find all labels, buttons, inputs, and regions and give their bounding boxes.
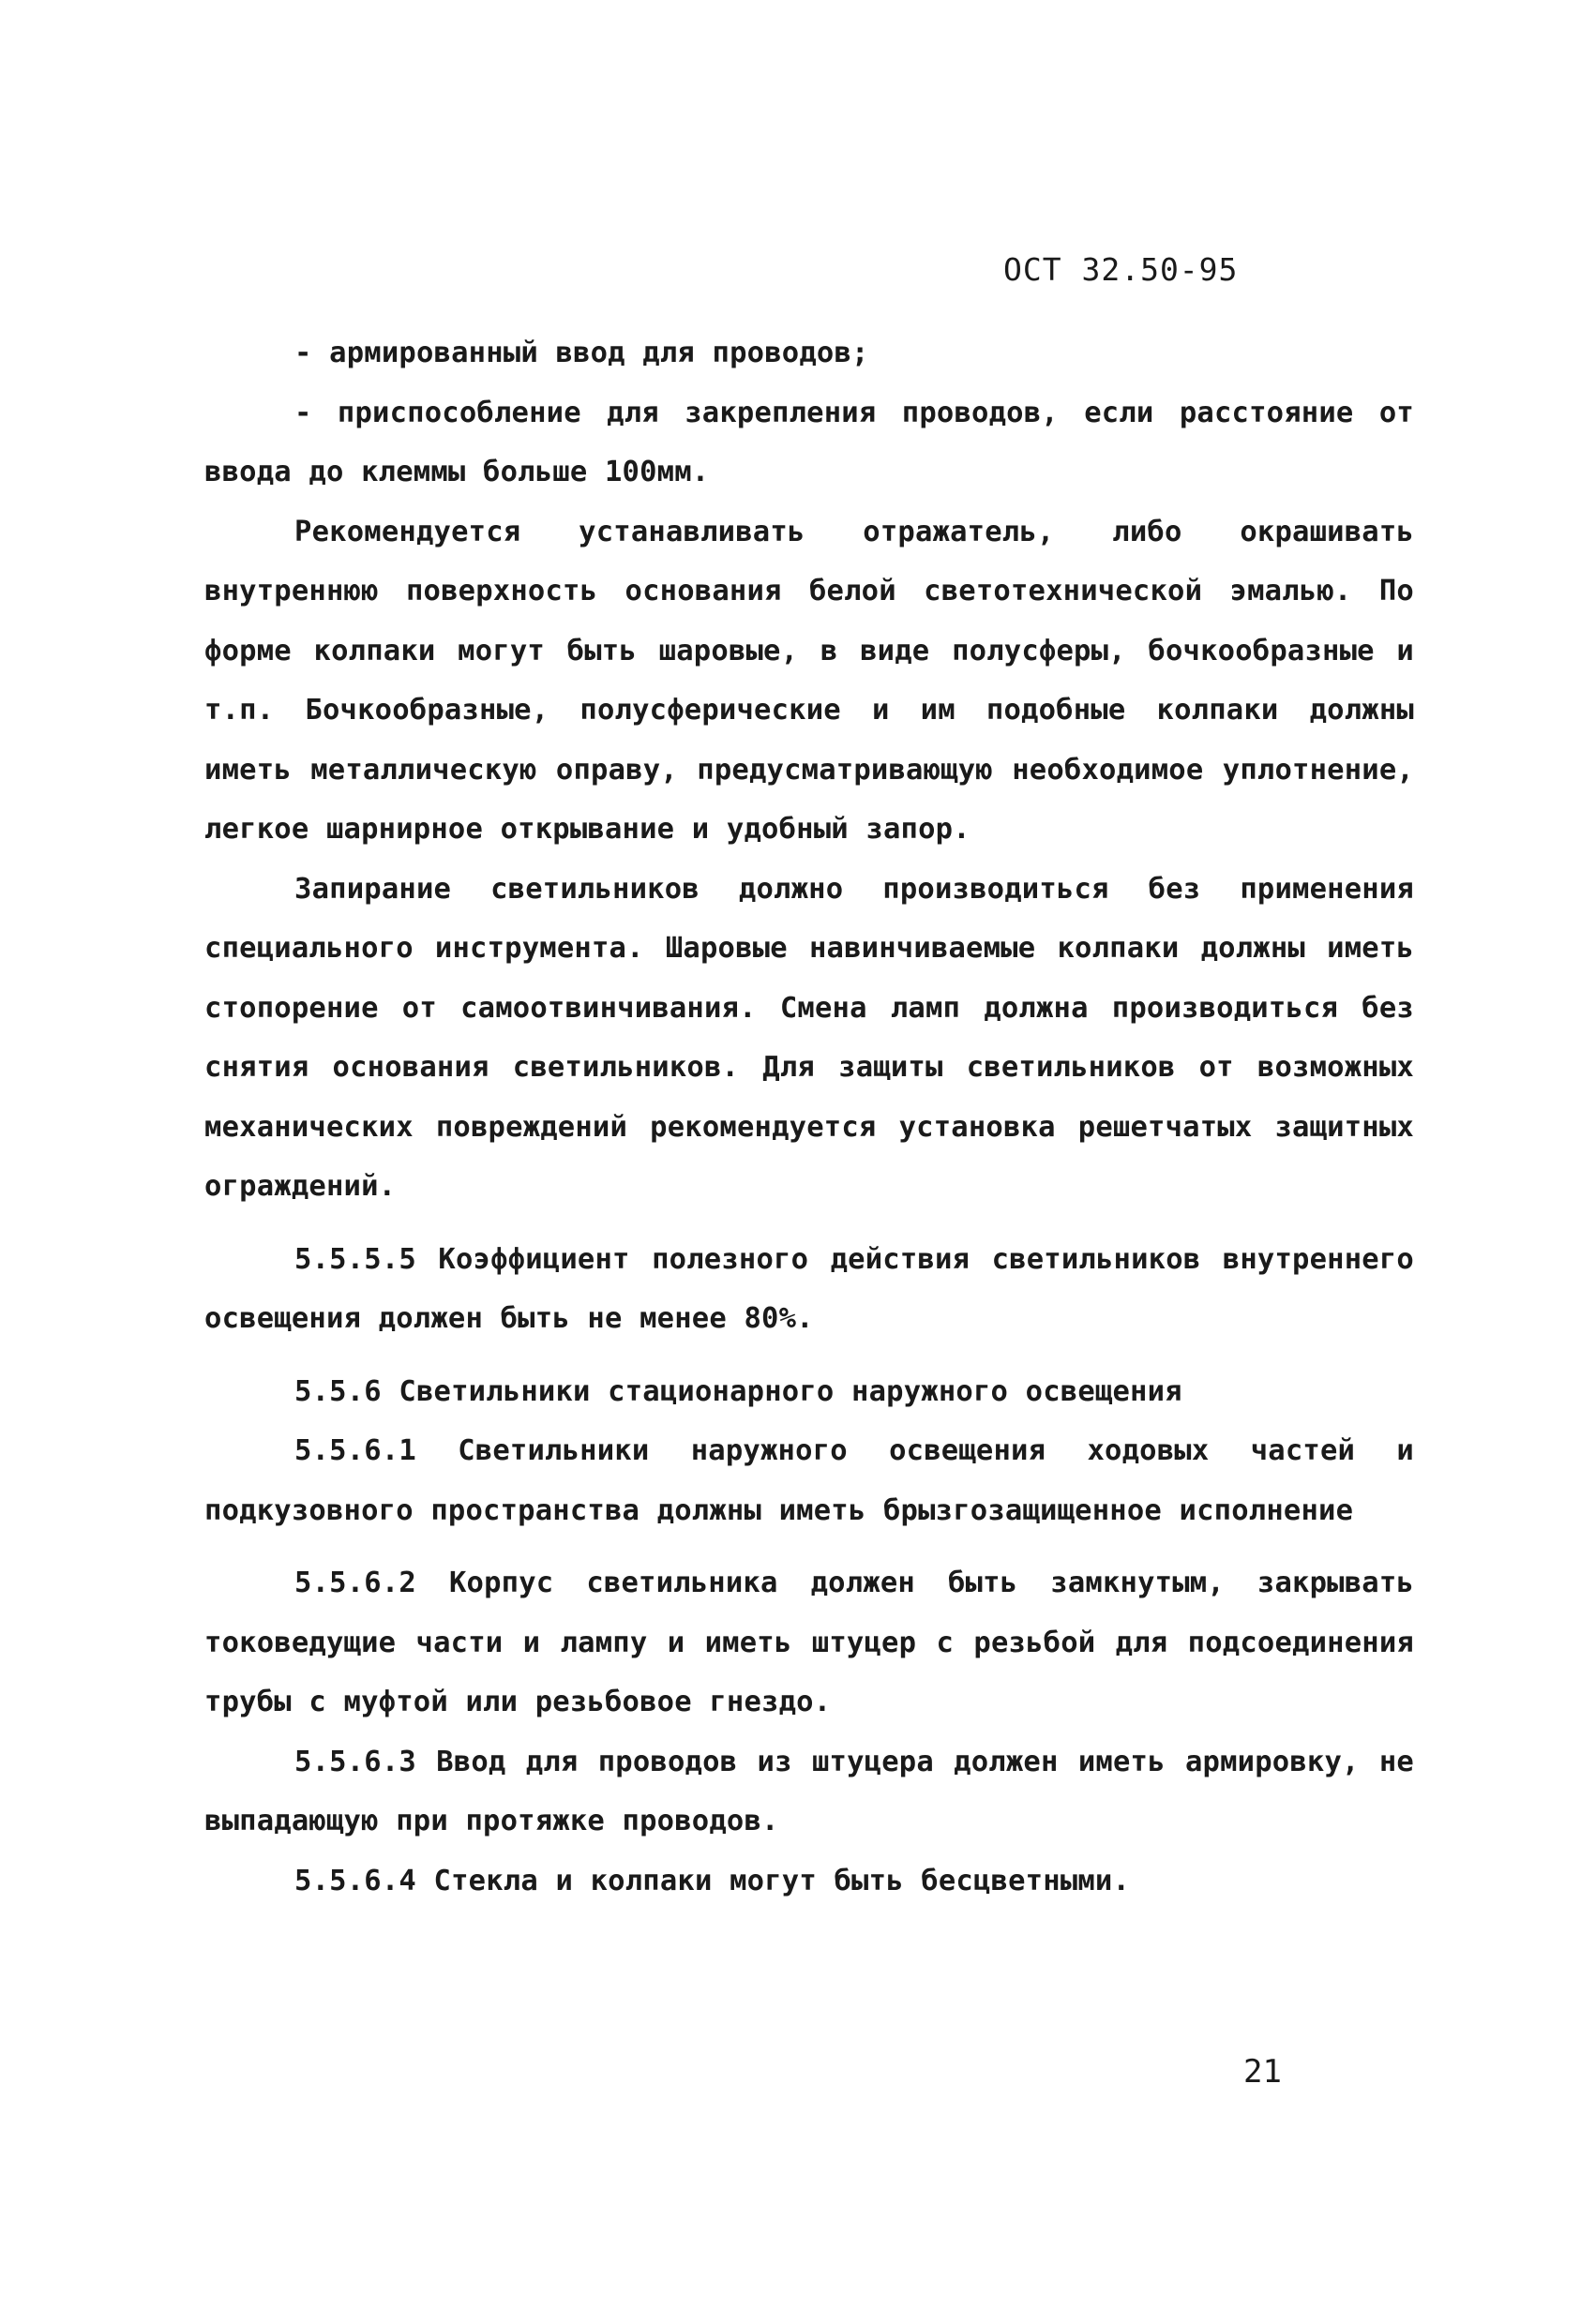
clause-5-5-5-5: 5.5.5.5 Коэффициент полезного действия светильников внутреннего освещения должен быть не менее 80%. bbox=[204, 1242, 1414, 1335]
clause-5-5-6-1: 5.5.6.1 Светильники наружного освещения ходовых частей и подкузовного пространства должны иметь брызгозащищенное исполнение bbox=[204, 1434, 1414, 1527]
page-number: 21 bbox=[1243, 2053, 1282, 2091]
section-heading-5-5-6: 5.5.6 Светильники стационарного наружного освещения bbox=[294, 1374, 1182, 1408]
list-item: - приспособление для закрепления проводов, если расстояние от ввода до клеммы больше 100мм. bbox=[204, 396, 1414, 488]
paragraph: Рекомендуется устанавливать отражатель, либо окрашивать внутреннюю поверхность основания белой светотехнической эмалью. По форме колпаки могут быть шаровые, в виде полусферы, бочкообразные и т.п. Бочкообразные, полусферические и им подобные колпаки должны иметь металлическую оправу, предусматривающую необходимое уплотнение, легкое шарнирное открывание и удобный запор. bbox=[204, 515, 1414, 846]
paragraph: Запирание светильников должно производиться без применения специального инструмента. Шаровые навинчиваемые колпаки должны иметь стопорение от самоотвинчивания. Смена ламп должна производиться без снятия основания светильников. Для защиты светильников от возможных механических повреждений рекомендуется установка решетчатых защитных ограждений. bbox=[204, 872, 1414, 1203]
list-item: - армированный ввод для проводов; bbox=[294, 337, 869, 369]
clause-5-5-6-2: 5.5.6.2 Корпус светильника должен быть замкнутым, закрывать токоведущие части и лампу и иметь штуцер с резьбой для подсоединения трубы с муфтой или резьбовое гнездо. bbox=[204, 1567, 1414, 1718]
document-body bbox=[204, 323, 1414, 1911]
document-code-header: ОСТ 32.50-95 bbox=[1003, 251, 1239, 288]
clause-5-5-6-3: 5.5.6.3 Ввод для проводов из штуцера должен иметь армировку, не выпадающую при протяжке проводов. bbox=[204, 1745, 1414, 1837]
clause-5-5-6-4: 5.5.6.4 Стекла и колпаки могут быть бесцветными. bbox=[294, 1864, 1131, 1897]
